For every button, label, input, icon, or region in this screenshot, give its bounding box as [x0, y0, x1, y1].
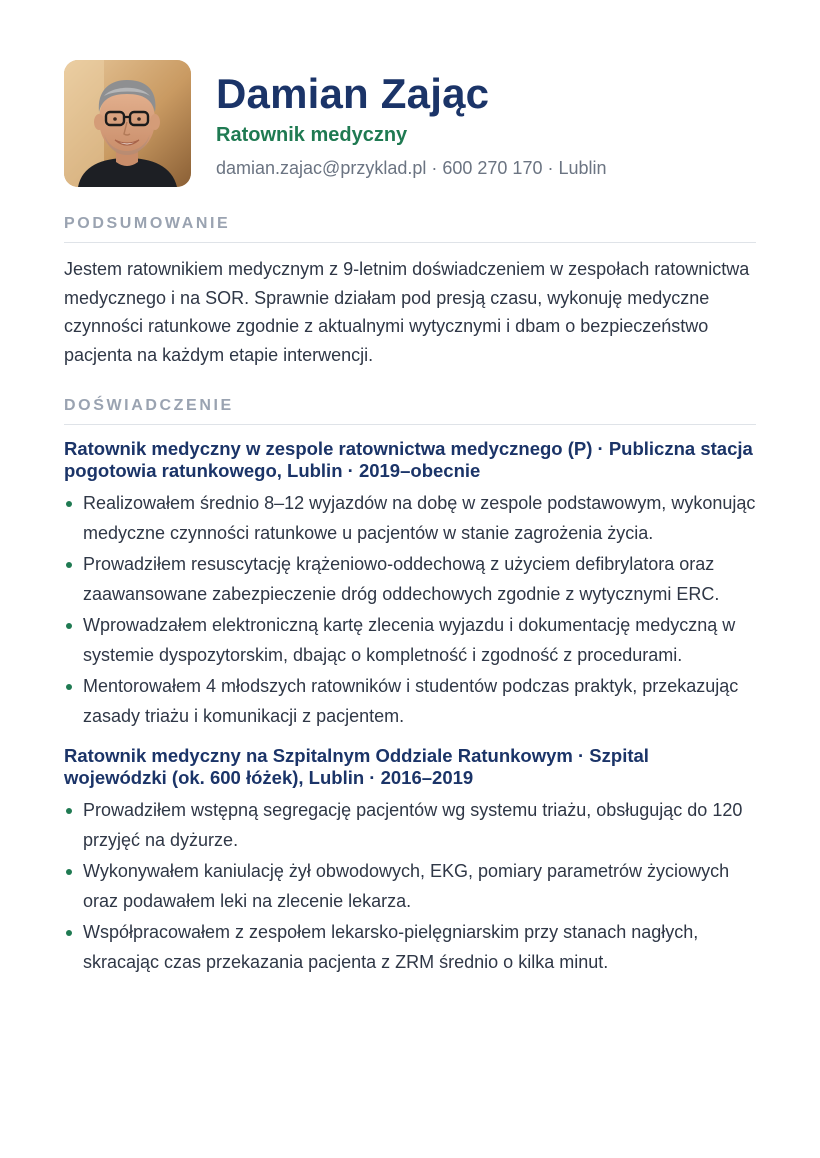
job-title: Ratownik medyczny w zespole ratownictwa medycznego (P) · Publiczna stacja pogotowia ratunkowego, Lublin · 2019–obecnie: [64, 438, 753, 481]
job-bullets: [64, 489, 756, 731]
bullet-item: [64, 489, 756, 548]
bullet-dot-icon: [66, 562, 72, 568]
job-entry: [64, 438, 756, 731]
job-bullets: [64, 796, 756, 977]
profile-photo: [64, 60, 191, 187]
candidate-name: Damian Zając: [216, 70, 490, 117]
job-entry: [64, 745, 756, 977]
bullet-dot-icon: [66, 684, 72, 690]
bullet-text: Realizowałem średnio 8–12 wyjazdów na dobę w zespole podstawowym, wykonując medyczne czynności ratunkowe u pacjentów w stanie zagrożenia życia.: [83, 493, 756, 543]
section-title-experience: DOŚWIADCZENIE: [64, 397, 234, 414]
bullet-item: [64, 918, 756, 977]
bullet-dot-icon: [66, 869, 72, 875]
resume-header: [64, 60, 756, 187]
summary-section: [64, 214, 756, 369]
bullet-item: [64, 611, 756, 670]
job-title: Ratownik medyczny na Szpitalnym Oddziale Ratunkowym · Szpital wojewódzki (ok. 600 łóżek), Lublin · 2016–2019: [64, 745, 649, 788]
job-role: Ratownik medyczny: [216, 124, 408, 146]
bullet-text: Wprowadzałem elektroniczną kartę zlecenia wyjazdu i dokumentację medyczną w systemie dyspozytorskim, dbając o kompletność i zgodność z procedurami.: [83, 615, 736, 665]
contact-info: damian.zajac@przyklad.pl · 600 270 170 · Lublin: [216, 158, 607, 178]
bullet-item: [64, 857, 756, 916]
bullet-item: [64, 672, 756, 731]
bullet-text: Mentorowałem 4 młodszych ratowników i studentów podczas praktyk, przekazując zasady triażu i komunikacji z pacjentem.: [83, 676, 739, 726]
bullet-dot-icon: [66, 623, 72, 629]
bullet-text: Prowadziłem wstępną segregację pacjentów wg systemu triażu, obsługując do 120 przyjęć na dyżurze.: [83, 800, 743, 850]
section-divider: [64, 242, 756, 243]
section-divider: [64, 424, 756, 425]
section-title-summary: PODSUMOWANIE: [64, 215, 231, 232]
summary-text: Jestem ratownikiem medycznym z 9-letnim doświadczeniem w zespołach ratownictwa medycznego i na SOR. Sprawnie działam pod presją czasu, wykonuję medyczne czynności ratunkowe zgodnie z aktualnymi wytycznymi i dbam o bezpieczeństwo pacjenta na każdym etapie interwencji.: [64, 259, 750, 365]
bullet-text: Prowadziłem resuscytację krążeniowo-oddechową z użyciem defibrylatora oraz zaawansowane zabezpieczenie dróg oddechowych zgodnie z wytycznymi ERC.: [83, 554, 720, 604]
bullet-text: Współpracowałem z zespołem lekarsko-pielęgniarskim przy stanach nagłych, skracając czas przekazania pacjenta z ZRM średnio o kilka minut.: [83, 922, 699, 972]
bullet-text: Wykonywałem kaniulację żył obwodowych, EKG, pomiary parametrów życiowych oraz podawałem leki na zlecenie lekarza.: [83, 861, 730, 911]
bullet-item: [64, 550, 756, 609]
resume-page: [64, 60, 756, 979]
bullet-item: [64, 796, 756, 855]
header-text: [216, 60, 607, 180]
bullet-dot-icon: [66, 930, 72, 936]
bullet-dot-icon: [66, 808, 72, 814]
experience-section: [64, 396, 756, 977]
bullet-dot-icon: [66, 501, 72, 507]
